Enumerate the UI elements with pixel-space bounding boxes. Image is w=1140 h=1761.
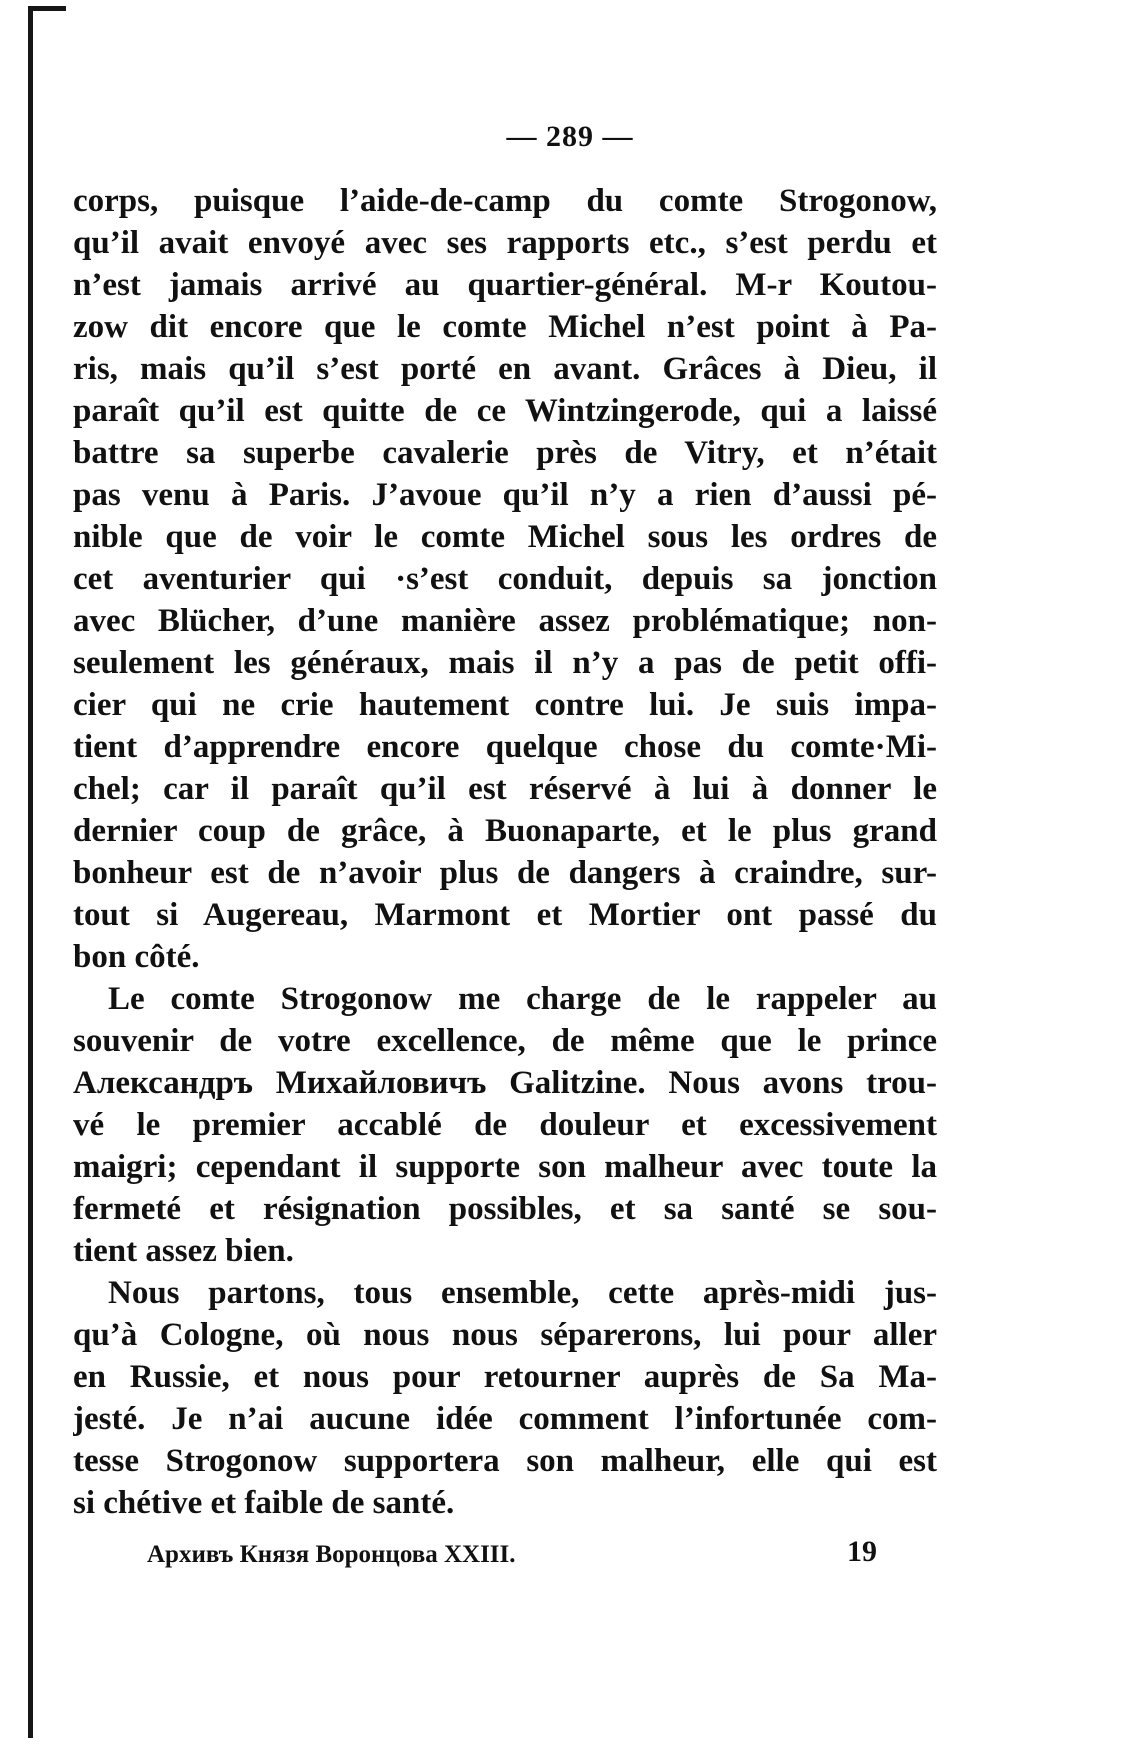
text-line: cier qui ne crie hautement contre lui. Je suis impa- — [73, 687, 937, 723]
text-line: fermeté et résignation possibles, et sa santé se sou- — [73, 1191, 937, 1227]
text-line: seulement les généraux, mais il n’y a pas de petit offi- — [73, 645, 937, 681]
text-line-paragraph-start: Le comte Strogonow me charge de le rappeler au — [108, 981, 937, 1017]
text-line: tesse Strogonow supportera son malheur, elle qui est — [73, 1443, 937, 1479]
text-line: en Russie, et nous pour retourner auprès de Sa Ma- — [73, 1359, 937, 1395]
text-line: chel; car il paraît qu’il est réservé à lui à donner le — [73, 771, 937, 807]
scan-edge-corner — [28, 6, 66, 11]
text-line: paraît qu’il est quitte de ce Wintzingerode, qui a laissé — [73, 393, 937, 429]
text-line: bonheur est de n’avoir plus de dangers à craindre, sur- — [73, 855, 937, 891]
text-line: avec Blücher, d’une manière assez problématique; non- — [73, 603, 937, 639]
text-line: battre sa superbe cavalerie près de Vitry, et n’était — [73, 435, 937, 471]
footer-sheet-number: 19 — [847, 1535, 877, 1568]
text-line: Александръ Михайловичъ Galitzine. Nous avons trou- — [73, 1065, 937, 1101]
text-line: qu’à Cologne, où nous nous séparerons, lui pour aller — [73, 1317, 937, 1353]
text-line: jesté. Je n’ai aucune idée comment l’infortunée com- — [73, 1401, 937, 1437]
page-footer — [147, 1535, 877, 1575]
text-line-paragraph-end: tient assez bien. — [73, 1233, 294, 1269]
text-line: corps, puisque l’aide-de-camp du comte Strogonow, — [73, 183, 937, 219]
text-line: qu’il avait envoyé avec ses rapports etc., s’est perdu et — [73, 225, 937, 261]
page-number: — 289 — — [506, 120, 634, 153]
text-line: pas venu à Paris. J’avoue qu’il n’y a rien d’aussi pé- — [73, 477, 937, 513]
body-text — [73, 180, 937, 1524]
text-line: vé le premier accablé de douleur et excessivement — [73, 1107, 937, 1143]
text-line: dernier coup de grâce, à Buonaparte, et le plus grand — [73, 813, 937, 849]
text-line-paragraph-start: Nous partons, tous ensemble, cette après-midi jus- — [108, 1275, 937, 1311]
text-line: n’est jamais arrivé au quartier-général. M-r Koutou- — [73, 267, 937, 303]
text-line: nible que de voir le comte Michel sous les ordres de — [73, 519, 937, 555]
text-line: ris, mais qu’il s’est porté en avant. Grâces à Dieu, il — [73, 351, 937, 387]
text-line: tient d’apprendre encore quelque chose du comte·Mi- — [73, 729, 937, 765]
text-line: zow dit encore que le comte Michel n’est point à Pa- — [73, 309, 937, 345]
scan-edge — [28, 8, 33, 1738]
text-line-paragraph-end: bon côté. — [73, 939, 200, 975]
text-line: cet aventurier qui ·s’est conduit, depuis sa jonction — [73, 561, 937, 597]
text-line: maigri; cependant il supporte son malheur avec toute la — [73, 1149, 937, 1185]
text-line-paragraph-end: si chétive et faible de santé. — [73, 1485, 455, 1521]
footer-signature: Архивъ Князя Воронцова XXIII. — [147, 1541, 516, 1568]
text-line: tout si Augereau, Marmont et Mortier ont passé du — [73, 897, 937, 933]
text-line: souvenir de votre excellence, de même que le prince — [73, 1023, 937, 1059]
